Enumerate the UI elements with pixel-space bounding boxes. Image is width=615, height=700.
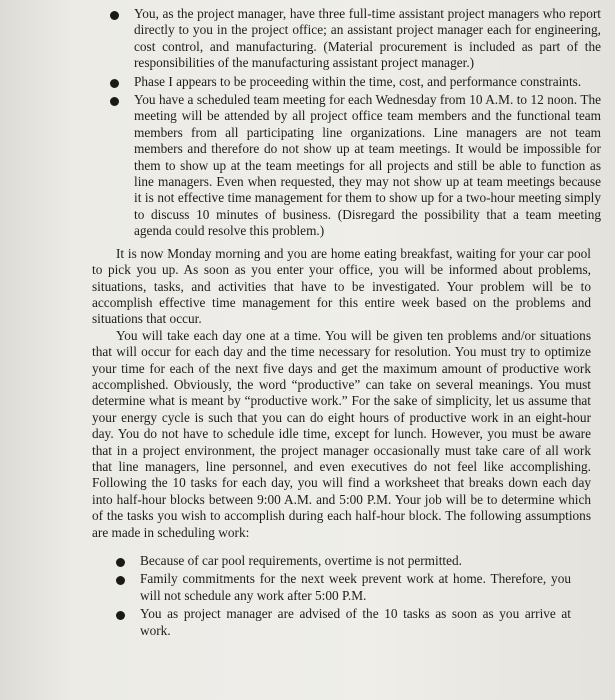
bullet-text: Family commitments for the next week prevent work at home. Therefore, you will not schedule any work after 5:00 P.M. bbox=[140, 571, 571, 603]
bullet-icon bbox=[116, 611, 125, 620]
bullet-text: Phase I appears to be proceeding within the time, cost, and performance constraints. bbox=[134, 73, 582, 89]
list-item bbox=[92, 74, 601, 90]
bullet-icon bbox=[110, 79, 119, 88]
list-item bbox=[92, 6, 601, 72]
bullet-icon bbox=[116, 576, 125, 585]
bullet-text: You, as the project manager, have three full-time assistant project managers who report directly to you in the project office; an assistant project manager each for engineering, cost control, and manufacturing. (Material procurement is included as part of the responsibilities of the manufacturing assistant project manager.) bbox=[134, 6, 601, 71]
top-bullet-list bbox=[92, 6, 601, 240]
list-item bbox=[92, 571, 601, 604]
bullet-icon bbox=[110, 97, 119, 106]
list-item bbox=[92, 92, 601, 240]
bullet-text: You as project manager are advised of the 10 tasks as soon as you arrive at work. bbox=[140, 606, 571, 638]
assumptions-list bbox=[92, 553, 601, 639]
paragraph-instructions: You will take each day one at a time. You will be given ten problems and/or situations that will occur for each day and the time necessary for resolution. You must try to optimize your time for each of the next five days and get the maximum amount of productive work accomplished. Obviously, the word “productive” can take on several meanings. You must determine what is meant by “productive work.” For the sake of simplicity, let us assume that your energy cycle is such that you can do eight hours of productive work in an eight-hour day. You do not have to schedule idle time, except for lunch. However, you must be aware that in a project environment, the project manager occasionally must take care of all work that line managers, line personnel, and even executives do not feel like accomplishing. Following the 10 tasks for each day, you will find a worksheet that breaks down each day into half-hour blocks between 9:00 A.M. and 5:00 P.M. Your job will be to determine which of the tasks you wish to accomplish during each half-hour block. The following assumptions are made in scheduling work: bbox=[92, 327, 591, 540]
paragraph-intro: It is now Monday morning and you are home eating breakfast, waiting for your car pool to pick you up. As soon as you enter your office, you will be informed about problems, situations, tasks, and activities that have to be investigated. Your problem will be to accomplish effective time management for this entire week based on the problems and situations that occur. bbox=[92, 245, 591, 327]
bullet-text: You have a scheduled team meeting for each Wednesday from 10 A.M. to 12 noon. The meeting will be attended by all project office team members and the functional team members from all participating line organizations. Line managers are not team members and therefore do not show up at team meetings. It would be impossible for them to show up at the team meetings for all projects and still be able to function as line managers. Even when requested, they may not show up at team meetings because it is not effective time management for them to show up for a two-hour meeting simply to discuss 10 minutes of business. (Disregard the possibility that a team meeting agenda could resolve this problem.) bbox=[134, 92, 601, 239]
bullet-icon bbox=[116, 558, 125, 567]
bullet-icon bbox=[110, 11, 119, 20]
list-item bbox=[92, 606, 601, 639]
list-item bbox=[92, 553, 601, 569]
bullet-text: Because of car pool requirements, overtime is not permitted. bbox=[140, 553, 462, 568]
